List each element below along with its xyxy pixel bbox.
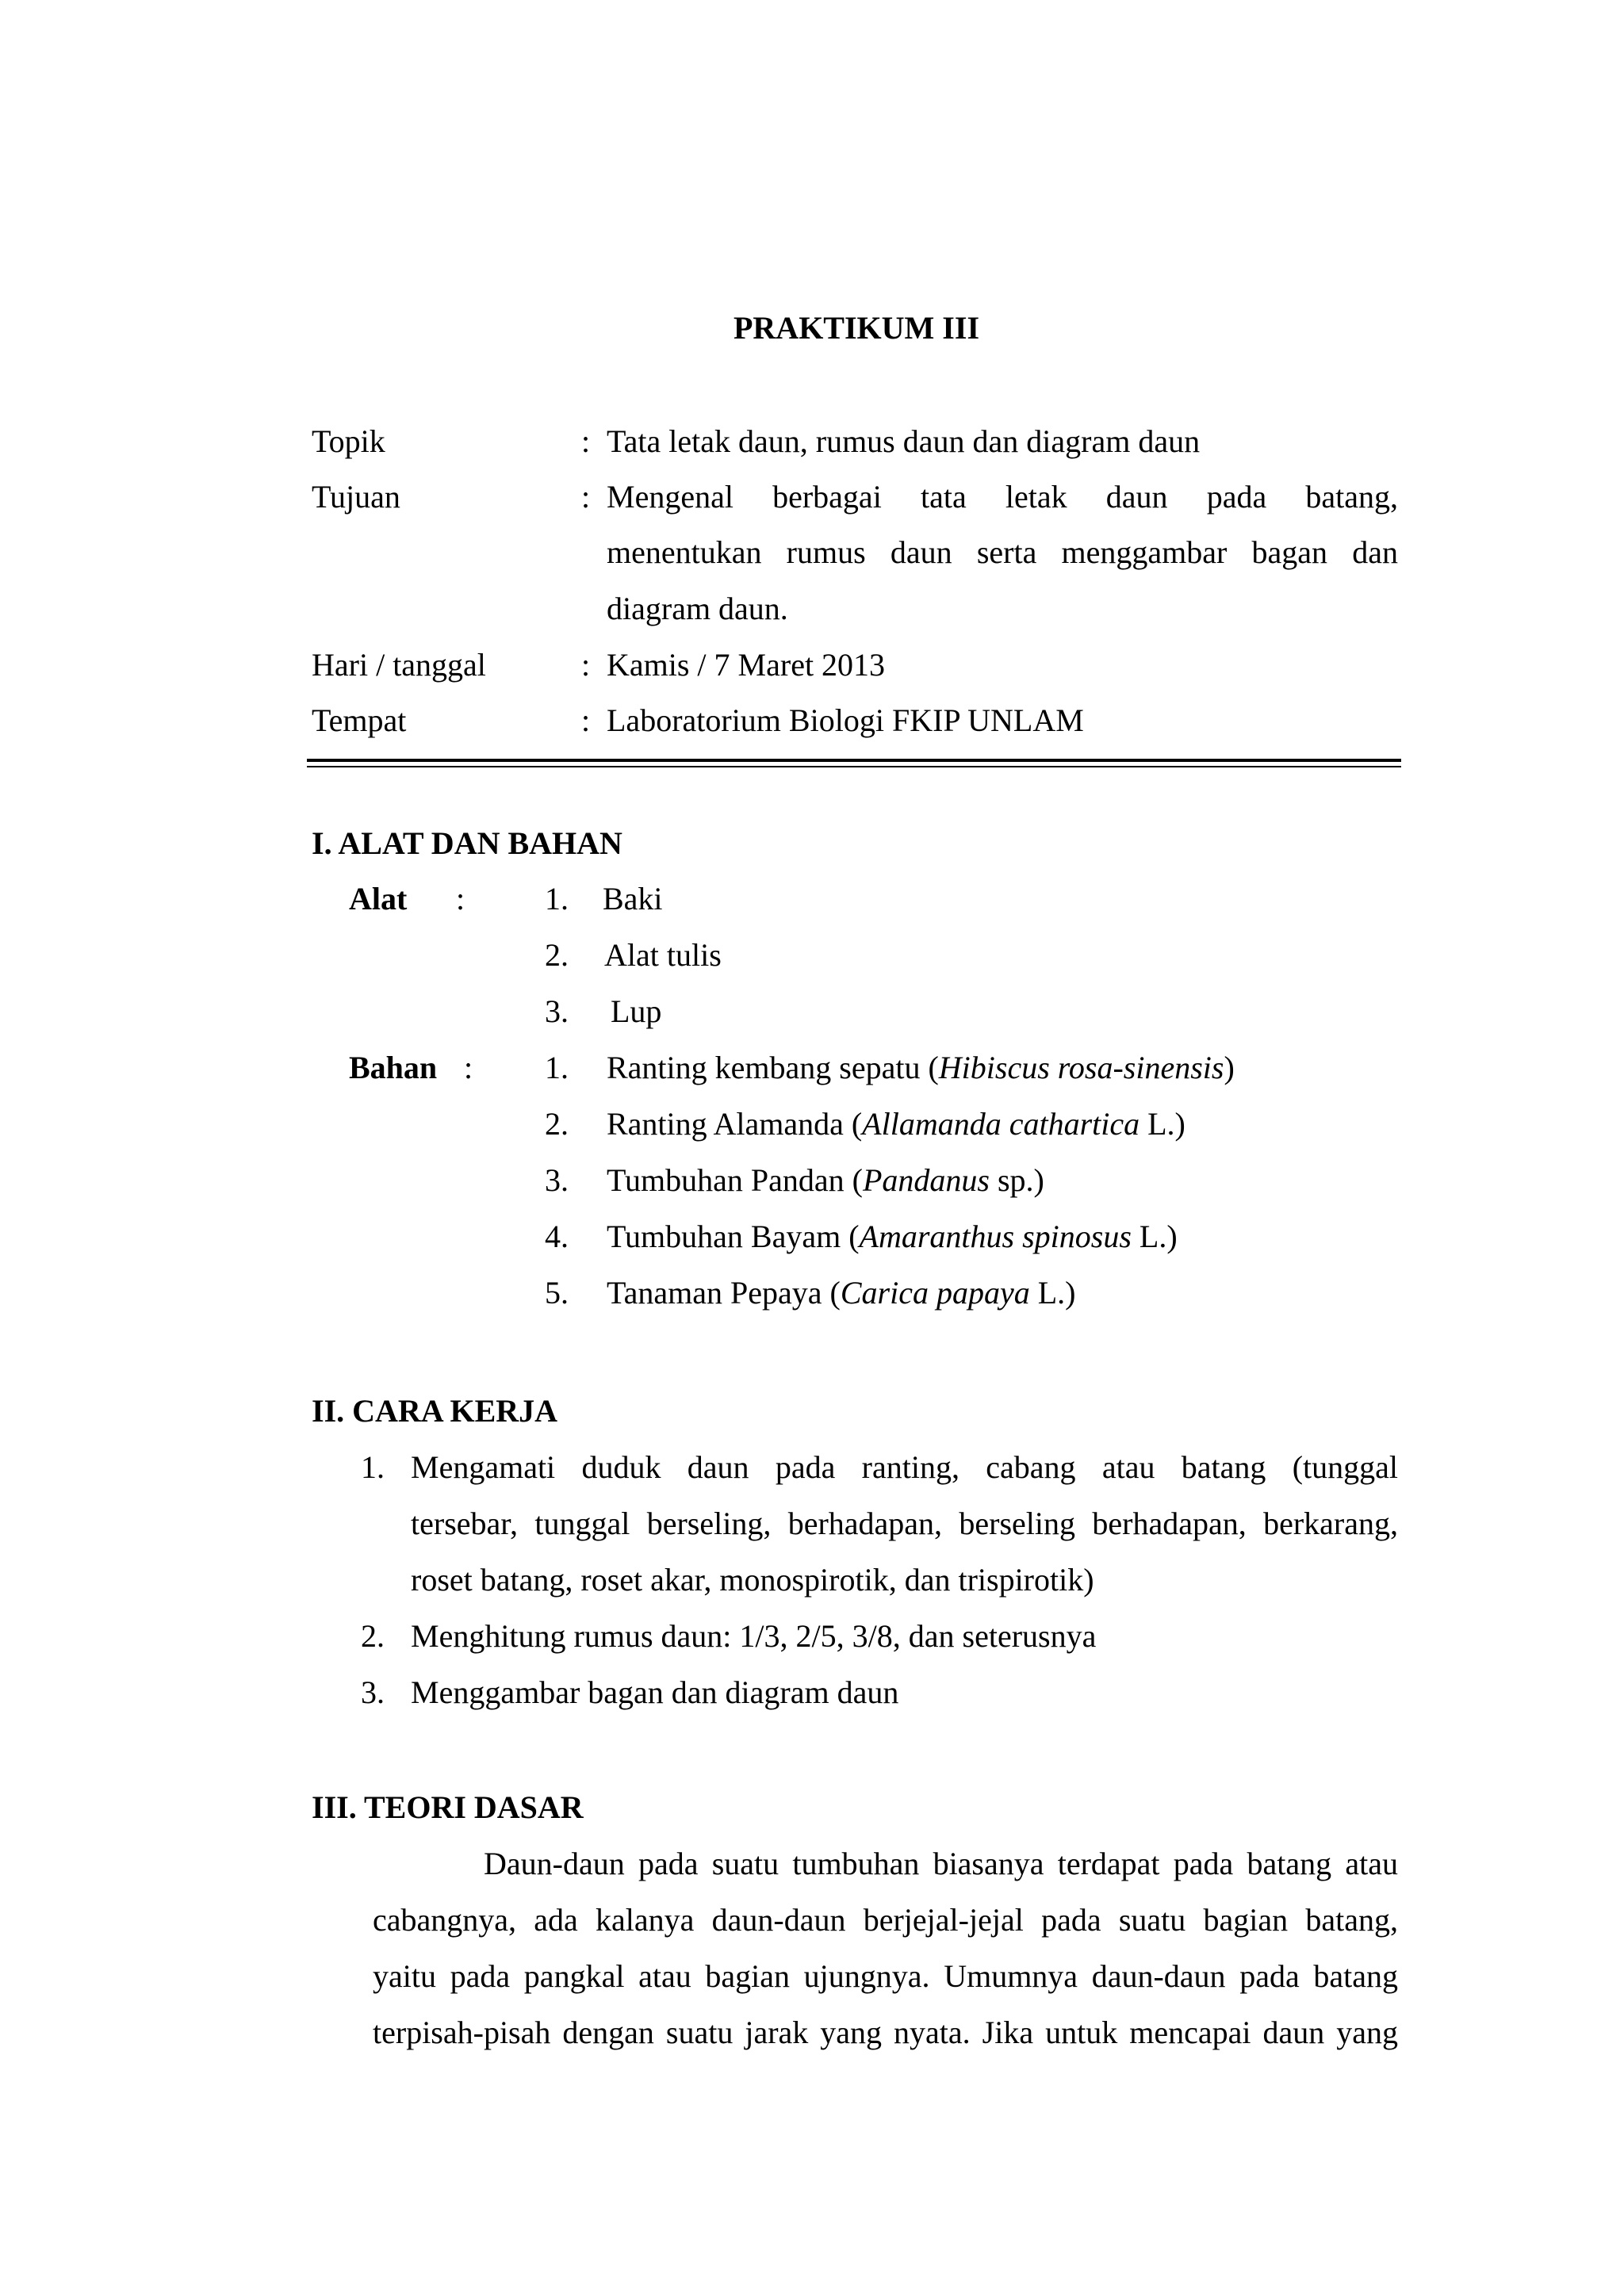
hari-value: Kamis / 7 Maret 2013: [607, 647, 886, 683]
bahan-item-latin: Allamanda cathartica: [862, 1106, 1140, 1142]
teori-paragraph-line: cabangnya, ada kalanya daun-daun berjejal-jejal pada suatu bagian batang,: [373, 1902, 1398, 1938]
topik-value: Tata letak daun, rumus daun dan diagram daun: [607, 423, 1201, 459]
bahan-item-suffix: L.): [1029, 1275, 1076, 1311]
bahan-item-latin: Pandanus: [862, 1162, 990, 1198]
bahan-item-suffix: L.): [1131, 1219, 1178, 1254]
page-title: PRAKTIKUM III: [733, 310, 980, 346]
bahan-item-suffix: L.): [1139, 1106, 1185, 1142]
bahan-item-text: Tanaman Pepaya (: [607, 1275, 841, 1311]
cara-item-num: 1.: [361, 1449, 385, 1485]
section-3-heading: III. TEORI DASAR: [312, 1789, 584, 1825]
bahan-item: [607, 1105, 1185, 1143]
cara-item-line: Menggambar bagan dan diagram daun: [411, 1674, 899, 1710]
tujuan-line-3: diagram daun.: [607, 591, 788, 626]
topik-colon: :: [581, 423, 591, 459]
alat-item-num: 3.: [545, 993, 569, 1029]
cara-item-num: 3.: [361, 1674, 385, 1710]
tempat-colon: :: [581, 702, 591, 738]
tujuan-label: Tujuan: [312, 479, 400, 515]
alat-item-text: Baki: [603, 881, 663, 916]
topik-label: Topik: [312, 423, 385, 459]
bahan-item: [607, 1274, 1075, 1312]
teori-paragraph-line: terpisah-pisah dengan suatu jarak yang nyata. Jika untuk mencapai daun yang: [373, 2015, 1398, 2050]
bahan-item-latin: Amaranthus spinosus: [859, 1219, 1132, 1254]
alat-item-num: 2.: [545, 937, 569, 973]
cara-item-line: Menghitung rumus daun: 1/3, 2/5, 3/8, dan seterusnya: [411, 1618, 1097, 1654]
alat-item-text: Alat tulis: [604, 937, 722, 973]
hari-label: Hari / tanggal: [312, 647, 486, 683]
bahan-item-text: Tumbuhan Bayam (: [607, 1219, 860, 1254]
bahan-colon: :: [464, 1050, 473, 1085]
alat-item-num: 1.: [545, 881, 569, 916]
bahan-item-num: 5.: [545, 1275, 569, 1311]
cara-item-line: tersebar, tunggal berseling, berhadapan, berseling berhadapan, berkarang,: [411, 1506, 1398, 1541]
bahan-label: Bahan: [349, 1050, 438, 1085]
teori-paragraph-line: Daun-daun pada suatu tumbuhan biasanya terdapat pada batang atau: [484, 1846, 1398, 1881]
hari-colon: :: [581, 647, 591, 683]
bahan-item-latin: Carica papaya: [840, 1275, 1030, 1311]
tujuan-line-1: Mengenal berbagai tata letak daun pada batang,: [607, 479, 1398, 515]
cara-item-line: Mengamati duduk daun pada ranting, cabang atau batang (tunggal: [411, 1449, 1398, 1485]
bahan-item-latin: Hibiscus rosa-sinensis: [938, 1050, 1224, 1085]
tujuan-colon: :: [581, 479, 591, 515]
alat-item-text: Lup: [611, 993, 662, 1029]
bahan-item-suffix: ): [1224, 1050, 1235, 1085]
bahan-item-num: 4.: [545, 1219, 569, 1254]
divider-thick: [307, 759, 1401, 762]
bahan-item-text: Ranting Alamanda (: [607, 1106, 863, 1142]
bahan-item-num: 3.: [545, 1162, 569, 1198]
bahan-item-num: 2.: [545, 1106, 569, 1142]
bahan-item-suffix: sp.): [989, 1162, 1044, 1198]
tujuan-line-2: menentukan rumus daun serta menggambar bagan dan: [607, 534, 1398, 570]
section-1-heading: I. ALAT DAN BAHAN: [312, 825, 622, 861]
tempat-label: Tempat: [312, 702, 407, 738]
bahan-item: [607, 1218, 1178, 1256]
teori-paragraph-line: yaitu pada pangkal atau bagian ujungnya. Umumnya daun-daun pada batang: [373, 1958, 1398, 1994]
bahan-item: [607, 1049, 1235, 1087]
alat-label: Alat: [349, 881, 408, 916]
section-2-heading: II. CARA KERJA: [312, 1393, 558, 1429]
bahan-item-num: 1.: [545, 1050, 569, 1085]
alat-colon: :: [456, 881, 465, 916]
cara-item-num: 2.: [361, 1618, 385, 1654]
cara-item-line: roset batang, roset akar, monospirotik, dan trispirotik): [411, 1562, 1094, 1598]
bahan-item-text: Tumbuhan Pandan (: [607, 1162, 863, 1198]
bahan-item-text: Ranting kembang sepatu (: [607, 1050, 939, 1085]
bahan-item: [607, 1161, 1044, 1200]
tempat-value: Laboratorium Biologi FKIP UNLAM: [607, 702, 1084, 738]
divider-thin: [307, 766, 1401, 767]
